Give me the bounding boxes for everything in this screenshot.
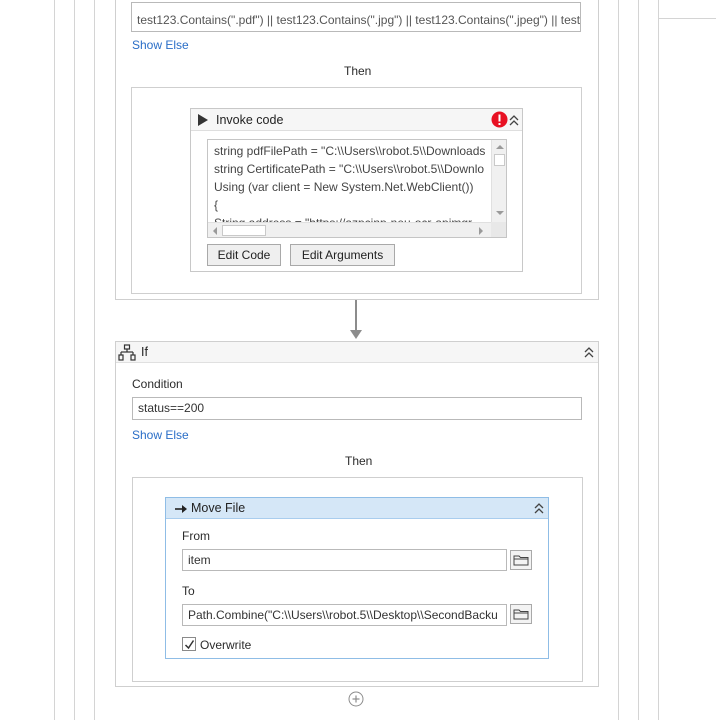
scrollbar-corner: [491, 222, 507, 238]
then-label: Then: [345, 454, 373, 468]
invoke-code-activity[interactable]: [190, 108, 523, 272]
move-file-activity[interactable]: [165, 497, 549, 659]
if-icon: [118, 344, 136, 361]
if-header[interactable]: [116, 342, 598, 363]
top-show-else-link[interactable]: Show Else: [132, 38, 189, 52]
scroll-down-icon[interactable]: [496, 210, 504, 216]
from-label: From: [182, 529, 210, 543]
canvas-guide-line: [94, 0, 95, 720]
top-condition-field[interactable]: test123.Contains(".pdf") || test123.Contains(".jpg") || test123.Contains(".jpeg") || test: [131, 2, 581, 32]
code-line: string pdfFilePath = "C:\\Users\\robot.5\\Downloads: [214, 144, 486, 158]
to-label: To: [182, 584, 195, 598]
show-else-link[interactable]: Show Else: [132, 428, 189, 442]
scroll-up-icon[interactable]: [496, 144, 504, 150]
down-arrow-icon: [350, 330, 362, 340]
move-arrow-icon: [175, 504, 188, 514]
edit-arguments-button[interactable]: Edit Arguments: [290, 244, 395, 266]
add-icon[interactable]: [348, 691, 364, 707]
from-browse-button[interactable]: [510, 550, 532, 570]
canvas-guide-line: [638, 0, 639, 720]
scrollbar-thumb[interactable]: [494, 154, 505, 166]
code-editor[interactable]: [207, 139, 507, 238]
to-field[interactable]: Path.Combine("C:\\Users\\robot.5\\Desktop\\SecondBacku: [182, 604, 507, 626]
code-line: {: [214, 198, 219, 212]
condition-field[interactable]: status==200: [132, 397, 582, 420]
collapse-icon[interactable]: [508, 113, 520, 127]
invoke-code-title: Invoke code: [216, 113, 284, 127]
condition-label: Condition: [132, 377, 183, 391]
canvas-guide-line: [54, 0, 55, 720]
collapse-icon[interactable]: [533, 501, 545, 515]
vertical-scrollbar[interactable]: [491, 140, 507, 222]
scroll-left-icon[interactable]: [212, 227, 218, 235]
canvas-guide-line: [658, 18, 716, 19]
folder-icon: [513, 554, 529, 566]
overwrite-label: Overwrite: [200, 638, 252, 652]
canvas-guide-line: [74, 0, 75, 720]
collapse-icon[interactable]: [583, 345, 595, 359]
move-file-title: Move File: [191, 501, 246, 515]
play-icon: [197, 113, 209, 127]
from-field[interactable]: item: [182, 549, 507, 571]
code-text: [214, 142, 490, 232]
move-file-header[interactable]: [166, 498, 548, 519]
horizontal-scrollbar[interactable]: [208, 222, 491, 238]
folder-icon: [513, 608, 529, 620]
to-browse-button[interactable]: [510, 604, 532, 624]
canvas-guide-line: [658, 0, 659, 720]
code-line: Using (var client = New System.Net.WebClient()): [214, 180, 474, 194]
error-icon: [491, 111, 508, 128]
sequence-connector: [355, 300, 357, 332]
overwrite-checkbox[interactable]: [182, 637, 196, 651]
if-title: If: [141, 345, 148, 359]
code-line: string CertificatePath = "C:\\Users\\robot.5\\Downlo: [214, 162, 485, 176]
checkmark-icon: [184, 639, 195, 650]
scrollbar-thumb[interactable]: [222, 225, 266, 236]
canvas-guide-line: [618, 0, 619, 720]
edit-code-button[interactable]: Edit Code: [207, 244, 281, 266]
invoke-code-header[interactable]: [191, 109, 522, 131]
scroll-right-icon[interactable]: [478, 227, 484, 235]
